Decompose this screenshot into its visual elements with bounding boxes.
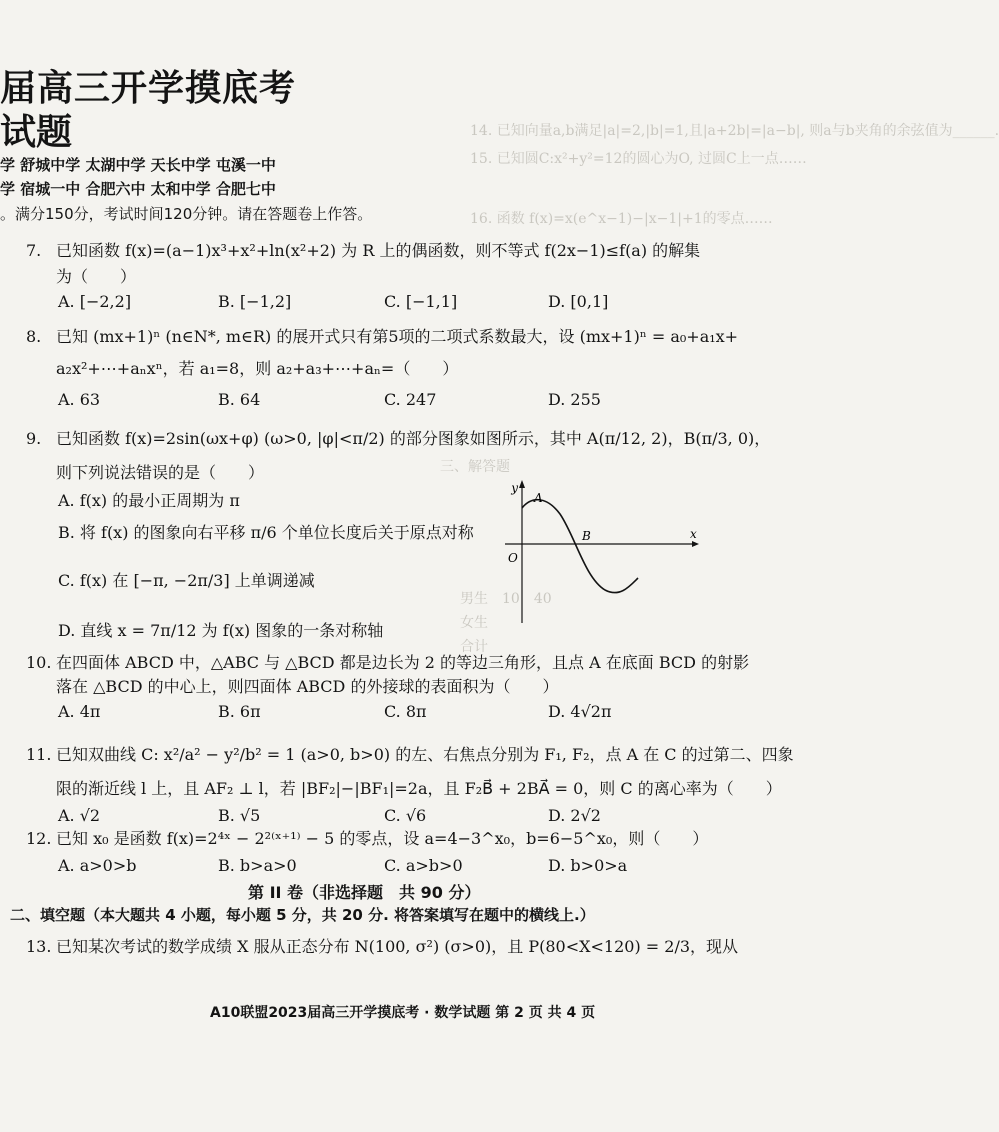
origin-label: O [508, 551, 518, 565]
question-number: 13. [26, 937, 52, 956]
option-b: B. √5 [218, 806, 261, 825]
schools-line-1: 学 舒城中学 太湖中学 天长中学 屯溪一中 [0, 156, 276, 174]
exam-note: 。满分150分，考试时间120分钟。请在答题卷上作答。 [0, 205, 373, 223]
option-d: D. 4√2π [548, 702, 612, 721]
option-a: A. 63 [58, 390, 101, 409]
question-8 [26, 326, 738, 348]
option-a: A. 4π [58, 702, 101, 721]
question-13 [26, 936, 738, 958]
option-d: D. 2√2 [548, 806, 601, 825]
question-text: 已知某次考试的数学成绩 X 服从正态分布 N(100, σ²) (σ>0)，且 P(80<X<120) = 2/3，现从 [56, 937, 739, 956]
question-number: 11. [26, 745, 52, 764]
option-c: C. 8π [384, 702, 427, 721]
ghost-text: 女生 [460, 615, 488, 631]
option-c: C. 247 [384, 390, 437, 409]
exam-subtitle: 试题 [0, 112, 73, 153]
question-12 [26, 828, 708, 850]
option-b: B. 将 f(x) 的图象向右平移 π/6 个单位长度后关于原点对称 [58, 523, 474, 542]
sine-curve [522, 500, 638, 593]
option-d: D. 直线 x = 7π/12 为 f(x) 图象的一条对称轴 [58, 621, 384, 640]
schools-line-2: 学 宿城一中 合肥六中 太和中学 合肥七中 [0, 180, 276, 198]
question-text: a₂x²+⋯+aₙxⁿ，若 a₁=8，则 a₂+a₃+⋯+aₙ=（ ） [56, 359, 459, 378]
option-a: A. a>0>b [58, 856, 137, 875]
page-footer: A10联盟2023届高三开学摸底考 · 数学试题 第 2 页 共 4 页 [210, 1005, 596, 1021]
question-text: 已知双曲线 C: x²/a² − y²/b² = 1 (a>0, b>0) 的左、右焦点分别为 F₁, F₂，点 A 在 C 的过第二、四象 [56, 745, 794, 764]
question-11 [26, 744, 794, 766]
question-7 [26, 240, 700, 262]
option-a: A. [−2,2] [58, 292, 132, 311]
question-text: 在四面体 ABCD 中，△ABC 与 △BCD 都是边长为 2 的等边三角形，且点 A 在底面 BCD 的射影 [56, 653, 750, 672]
question-number: 9. [26, 429, 42, 448]
question-number: 12. [26, 829, 52, 848]
question-text: 已知 (mx+1)ⁿ (n∈N*, m∈R) 的展开式只有第5项的二项式系数最大，设 (mx+1)ⁿ = a₀+a₁x+ [56, 327, 739, 346]
question-text: 落在 △BCD 的中心上，则四面体 ABCD 的外接球的表面积为（ ） [56, 677, 559, 696]
ghost-text: 男生 10 40 [460, 591, 552, 607]
option-a: A. f(x) 的最小正周期为 π [58, 491, 240, 510]
option-b: B. 64 [218, 390, 261, 409]
exam-title: 届高三开学摸底考 [0, 68, 297, 109]
option-c: C. √6 [384, 806, 427, 825]
question-number: 8. [26, 327, 42, 346]
question-number: 10. [26, 653, 52, 672]
option-d: D. 255 [548, 390, 601, 409]
option-c: C. [−1,1] [384, 292, 458, 311]
question-text: 限的渐近线 l 上，且 AF₂ ⊥ l，若 |BF₂|−|BF₁|=2a，且 F₂B⃗ + 2BA⃗ = 0，则 C 的离心率为（ ） [56, 779, 782, 798]
option-c: C. a>b>0 [384, 856, 463, 875]
question-text: 已知函数 f(x)=2sin(ωx+φ) (ω>0, |φ|<π/2) 的部分图象如图所示，其中 A(π/12, 2)，B(π/3, 0)， [56, 429, 771, 448]
point-a-label: A [534, 491, 543, 505]
question-number: 7. [26, 241, 42, 260]
x-axis-arrow [692, 541, 699, 547]
option-b: B. 6π [218, 702, 261, 721]
question-10 [26, 652, 749, 674]
ghost-text: 16. 函数 f(x)=x(e^x−1)−|x−1|+1的零点…… [470, 211, 773, 227]
ghost-text: 15. 已知圆C:x²+y²=12的圆心为O, 过圆C上一点…… [470, 151, 807, 167]
question-text: 为（ ） [56, 267, 137, 286]
point-b-label: B [582, 529, 591, 543]
ghost-text: 14. 已知向量a,b满足|a|=2,|b|=1,且|a+2b|=|a−b|, 则a与b夹角的余弦值为______. [470, 123, 999, 139]
fill-in-section-heading: 二、填空题（本大题共 4 小题，每小题 5 分，共 20 分. 将答案填写在题中的横线上.） [10, 906, 595, 924]
option-c: C. f(x) 在 [−π, −2π/3] 上单调递减 [58, 571, 315, 590]
option-b: B. b>a>0 [218, 856, 297, 875]
x-label: x [690, 527, 697, 541]
y-label: y [511, 481, 518, 495]
ghost-text: 合计 [460, 639, 488, 655]
part-2-title: 第 II 卷（非选择题 共 90 分） [248, 883, 481, 902]
ghost-text: 三、解答题 [440, 459, 510, 475]
option-a: A. √2 [58, 806, 101, 825]
question-9 [26, 428, 770, 450]
question-text: 已知 x₀ 是函数 f(x)=2⁴ˣ − 2²⁽ˣ⁺¹⁾ − 5 的零点，设 a=4−3^x₀，b=6−5^x₀，则（ ） [56, 829, 709, 848]
option-d: D. b>0>a [548, 856, 628, 875]
y-axis-arrow [519, 480, 525, 488]
question-text: 已知函数 f(x)=(a−1)x³+x²+ln(x²+2) 为 R 上的偶函数，则不等式 f(2x−1)≤f(a) 的解集 [56, 241, 701, 260]
question-text: 则下列说法错误的是（ ） [56, 463, 265, 482]
sine-graph [500, 478, 700, 628]
option-b: B. [−1,2] [218, 292, 292, 311]
option-d: D. [0,1] [548, 292, 609, 311]
